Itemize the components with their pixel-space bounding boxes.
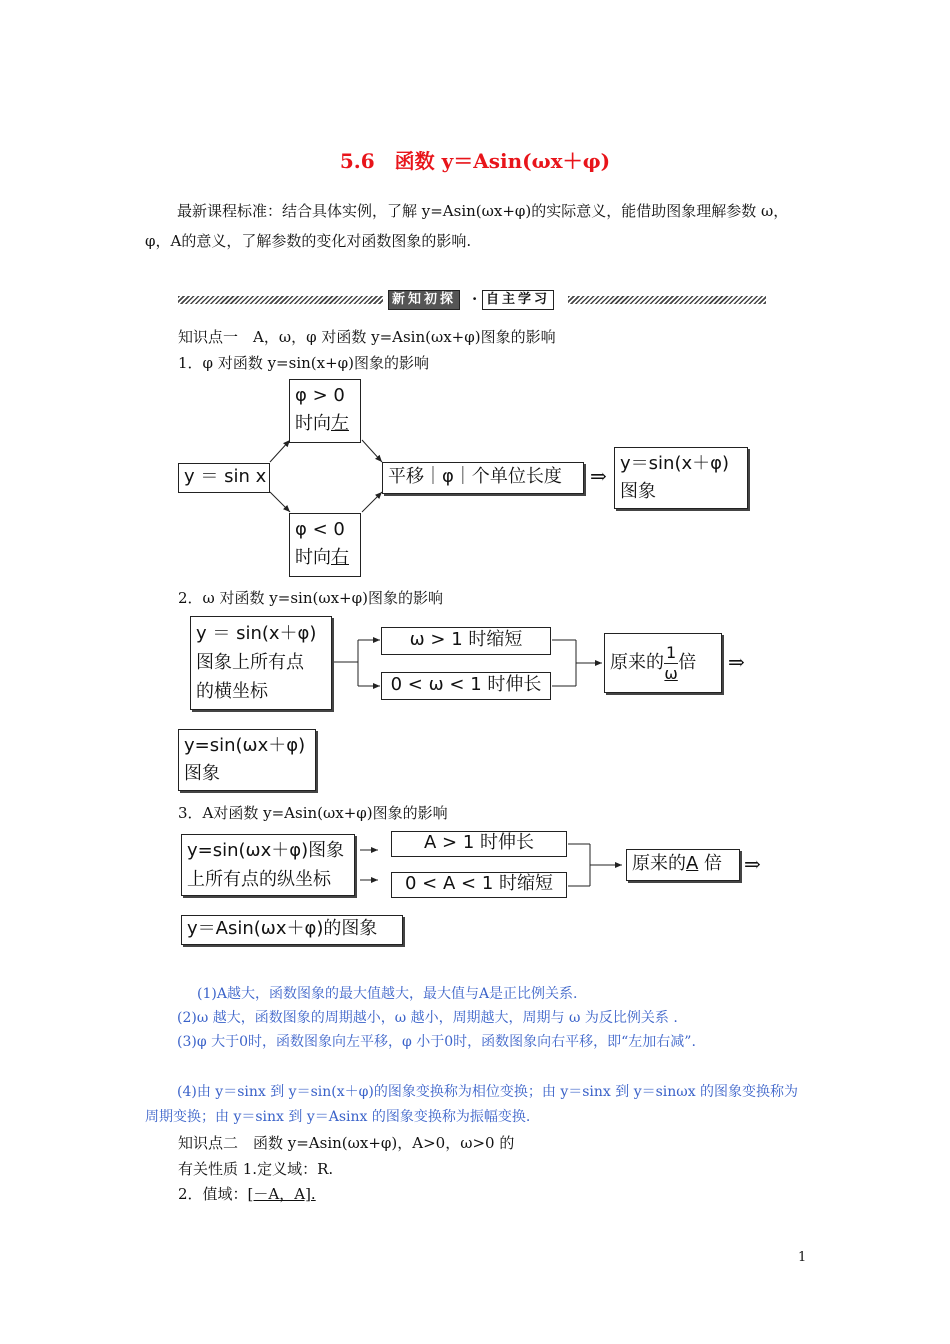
kp2-range-value: [－A，A]. xyxy=(247,1185,316,1203)
s1-phi-negative-cond: φ < 0 xyxy=(295,519,345,540)
s1-phi-negative-box xyxy=(289,513,361,577)
s1-result-box xyxy=(614,447,748,509)
s1-result-line2: 图象 xyxy=(620,481,656,502)
section3-heading: 3．A对函数 y=Asin(ωx+φ)图象的影响 xyxy=(178,804,448,822)
s3-result-pre: 原来的 xyxy=(632,853,686,874)
s3-a-greater-box: A > 1 时伸长 xyxy=(391,831,567,857)
s2-start-line3: 的横坐标 xyxy=(196,681,268,702)
note-3: (3)φ 大于0时，函数图象向左平移，φ 小于0时，函数图象向右平移，即“左加右减”. xyxy=(177,1034,696,1050)
s3-start-line1: y=sin(ωx＋φ)图象 xyxy=(187,840,345,861)
kp2-heading: 知识点二 函数 y=Asin(ωx+φ)，A>0，ω>0 的 xyxy=(178,1134,515,1152)
course-standard: 最新课程标准：结合具体实例，了解 y=Asin(ωx+φ)的实际意义，能借助图象理解参数 ω，φ，A的意义，了解参数的变化对函数图象的影响. xyxy=(145,202,789,250)
s2-omega-between-box: 0 < ω < 1 时伸长 xyxy=(381,672,551,700)
s2-start-line2: 图象上所有点 xyxy=(196,652,304,673)
kp1-heading: 知识点一 A，ω，φ 对函数 y=Asin(ωx+φ)图象的影响 xyxy=(178,328,556,346)
section1-heading: 1．φ 对函数 y=sin(x+φ)图象的影响 xyxy=(178,354,430,372)
s1-implies-arrow: ⇒ xyxy=(590,464,607,488)
s2-fraction-denominator: ω xyxy=(664,663,678,683)
s1-phi-positive-box xyxy=(289,379,361,443)
s2-result-box xyxy=(604,633,722,693)
s2-final-line2: 图象 xyxy=(184,763,220,784)
kp2-domain: 有关性质 1.定义域：R. xyxy=(178,1160,334,1178)
s1-start-box: y ＝ sin x xyxy=(178,463,270,493)
s1-phi-negative-dir: 时向右 xyxy=(295,547,349,568)
s2-final-box xyxy=(178,729,316,791)
banner-tag-self-study: 自主学习 xyxy=(482,290,554,310)
s1-result-line1: y＝sin(x＋φ) xyxy=(620,453,730,474)
note-2: (2)ω 越大，函数图象的周期越小，ω 越小，周期越大，周期与 ω 为反比例关系 . xyxy=(177,1010,678,1026)
page-number: 1 xyxy=(798,1250,807,1265)
kp2-range xyxy=(178,1183,316,1204)
s2-start-line1: y ＝ sin(x＋φ) xyxy=(196,623,317,644)
s2-result-post: 倍 xyxy=(678,652,697,673)
s1-phi-positive-dir: 时向左 xyxy=(295,413,349,434)
s2-fraction-numerator: 1 xyxy=(666,642,677,662)
s2-implies-arrow: ⇒ xyxy=(728,650,745,674)
s3-result-post: 倍 xyxy=(698,853,723,874)
banner-tag-new-knowledge: 新知初探 xyxy=(388,290,460,310)
s3-start-line2: 上所有点的纵坐标 xyxy=(187,869,331,890)
s2-start-box xyxy=(190,616,332,710)
s1-right-word: 右 xyxy=(331,547,349,568)
s3-implies-arrow: ⇒ xyxy=(744,852,761,876)
s3-result-box xyxy=(626,849,740,881)
s3-start-box xyxy=(181,834,355,896)
s3-final-box: y＝Asin(ωx＋φ)的图象 xyxy=(181,915,403,945)
section2-heading: 2．ω 对函数 y=sin(ωx+φ)图象的影响 xyxy=(178,589,443,607)
s3-a-between-box: 0 < A < 1 时缩短 xyxy=(391,872,567,898)
note-4: (4)由 y＝sinx 到 y＝sin(x＋φ)的图象变换称为相位变换；由 y＝sinx 到 y＝sinωx 的图象变换称为周期变换；由 y＝sinx 到 y＝Asinx 的图象变换称为振幅变换. xyxy=(145,1084,799,1125)
s3-result-var: A xyxy=(686,853,699,874)
s2-fraction xyxy=(664,643,678,684)
s1-left-word: 左 xyxy=(331,413,349,434)
s2-final-line1: y=sin(ωx＋φ) xyxy=(184,735,306,756)
s2-omega-greater-box: ω > 1 时缩短 xyxy=(381,627,551,655)
page-title: 5.6 函数 y＝Asin(ωx＋φ) xyxy=(339,149,611,173)
kp2-range-label: 2．值域： xyxy=(178,1185,248,1203)
banner-separator: · xyxy=(472,290,478,308)
note-1: (1)A越大，函数图象的最大值越大，最大值与A是正比例关系. xyxy=(197,986,578,1002)
s2-result-pre: 原来的 xyxy=(610,652,664,673)
s1-shift-box: 平移｜φ｜个单位长度 xyxy=(382,462,584,494)
s1-phi-positive-cond: φ > 0 xyxy=(295,385,345,406)
